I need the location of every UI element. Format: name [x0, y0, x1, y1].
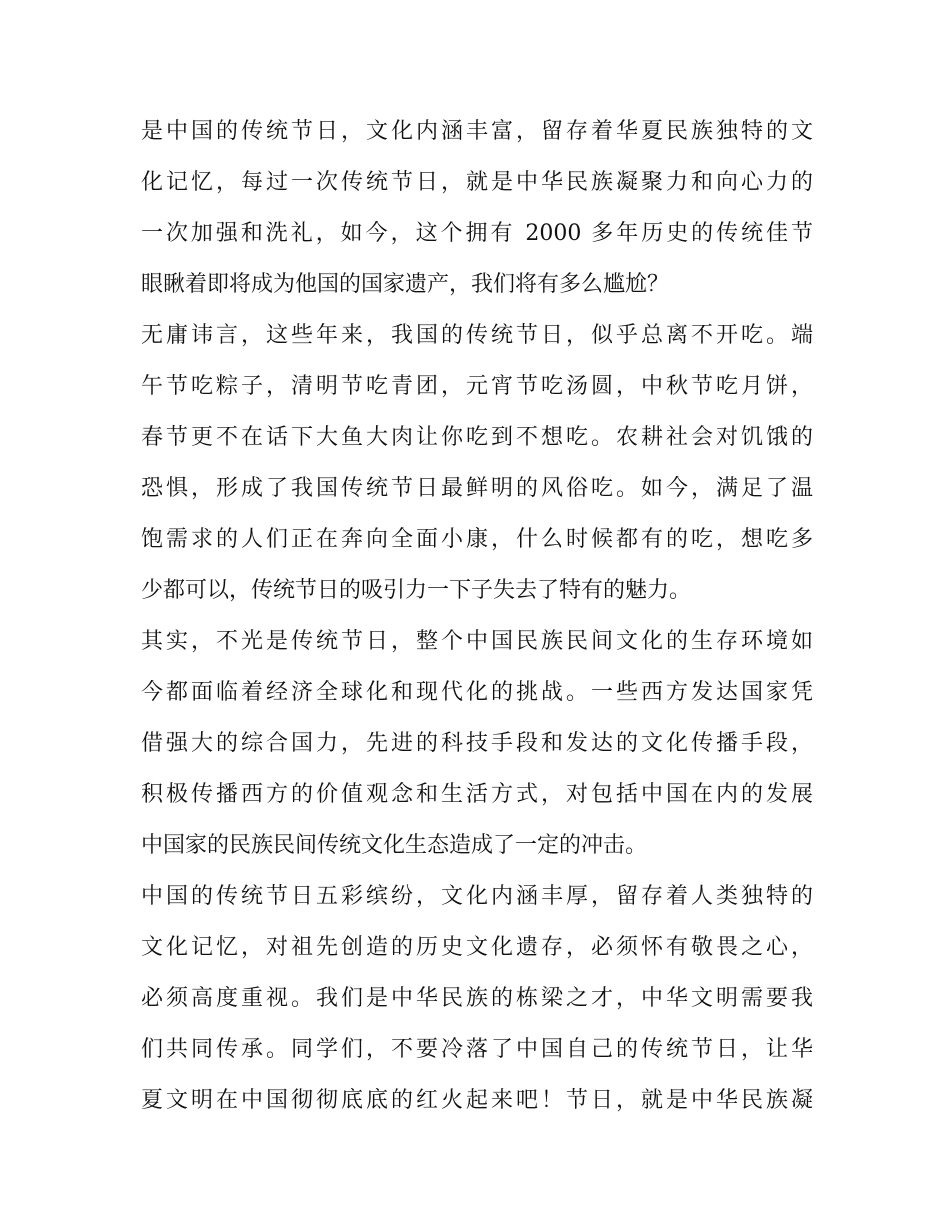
text-line: 们共同传承。同学们，不要冷落了中国自己的传统节日，让华: [141, 1037, 813, 1062]
text-line: 春节更不在话下大鱼大肉让你吃到不想吃。农耕社会对饥饿的: [141, 425, 813, 450]
text-line: 借强大的综合国力，先进的科技手段和发达的文化传播手段，: [141, 731, 813, 756]
text-line: 文化记忆，对祖先创造的历史文化遗存，必须怀有敬畏之心，: [141, 935, 813, 960]
text-line: 恐惧，形成了我国传统节日最鲜明的风俗吃。如今，满足了温: [141, 476, 813, 501]
text-line: 其实，不光是传统节日，整个中国民族民间文化的生存环境如: [141, 629, 813, 654]
text-line: 夏文明在中国彻彻底底的红火起来吧！节日，就是中华民族凝: [141, 1088, 813, 1113]
text-line: 午节吃粽子，清明节吃青团，元宵节吃汤圆，中秋节吃月饼，: [141, 374, 813, 399]
text-line: 中国的传统节日五彩缤纷，文化内涵丰厚，留存着人类独特的: [141, 884, 813, 909]
text-line: 一次加强和洗礼，如今，这个拥有 2000 多年历史的传统佳节: [141, 221, 813, 246]
text-line: 必须高度重视。我们是中华民族的栋梁之才，中华文明需要我: [141, 986, 813, 1011]
text-line: 中国家的民族民间传统文化生态造成了一定的冲击。: [141, 833, 648, 858]
text-line: 少都可以，传统节日的吸引力一下子失去了特有的魅力。: [141, 578, 692, 603]
text-line: 是中国的传统节日，文化内涵丰富，留存着华夏民族独特的文: [141, 119, 813, 144]
text-line: 化记忆，每过一次传统节日，就是中华民族凝聚力和向心力的: [141, 170, 813, 195]
text-line: 积极传播西方的价值观念和生活方式，对包括中国在内的发展: [141, 782, 813, 807]
text-line: 眼瞅着即将成为他国的国家遗产，我们将有多么尴尬？: [141, 272, 670, 297]
body-text: [141, 106, 813, 1126]
text-line: 无庸讳言，这些年来，我国的传统节日，似乎总离不开吃。端: [141, 323, 813, 348]
text-line: 今都面临着经济全球化和现代化的挑战。一些西方发达国家凭: [141, 680, 813, 705]
text-line: 饱需求的人们正在奔向全面小康，什么时候都有的吃，想吃多: [141, 527, 813, 552]
